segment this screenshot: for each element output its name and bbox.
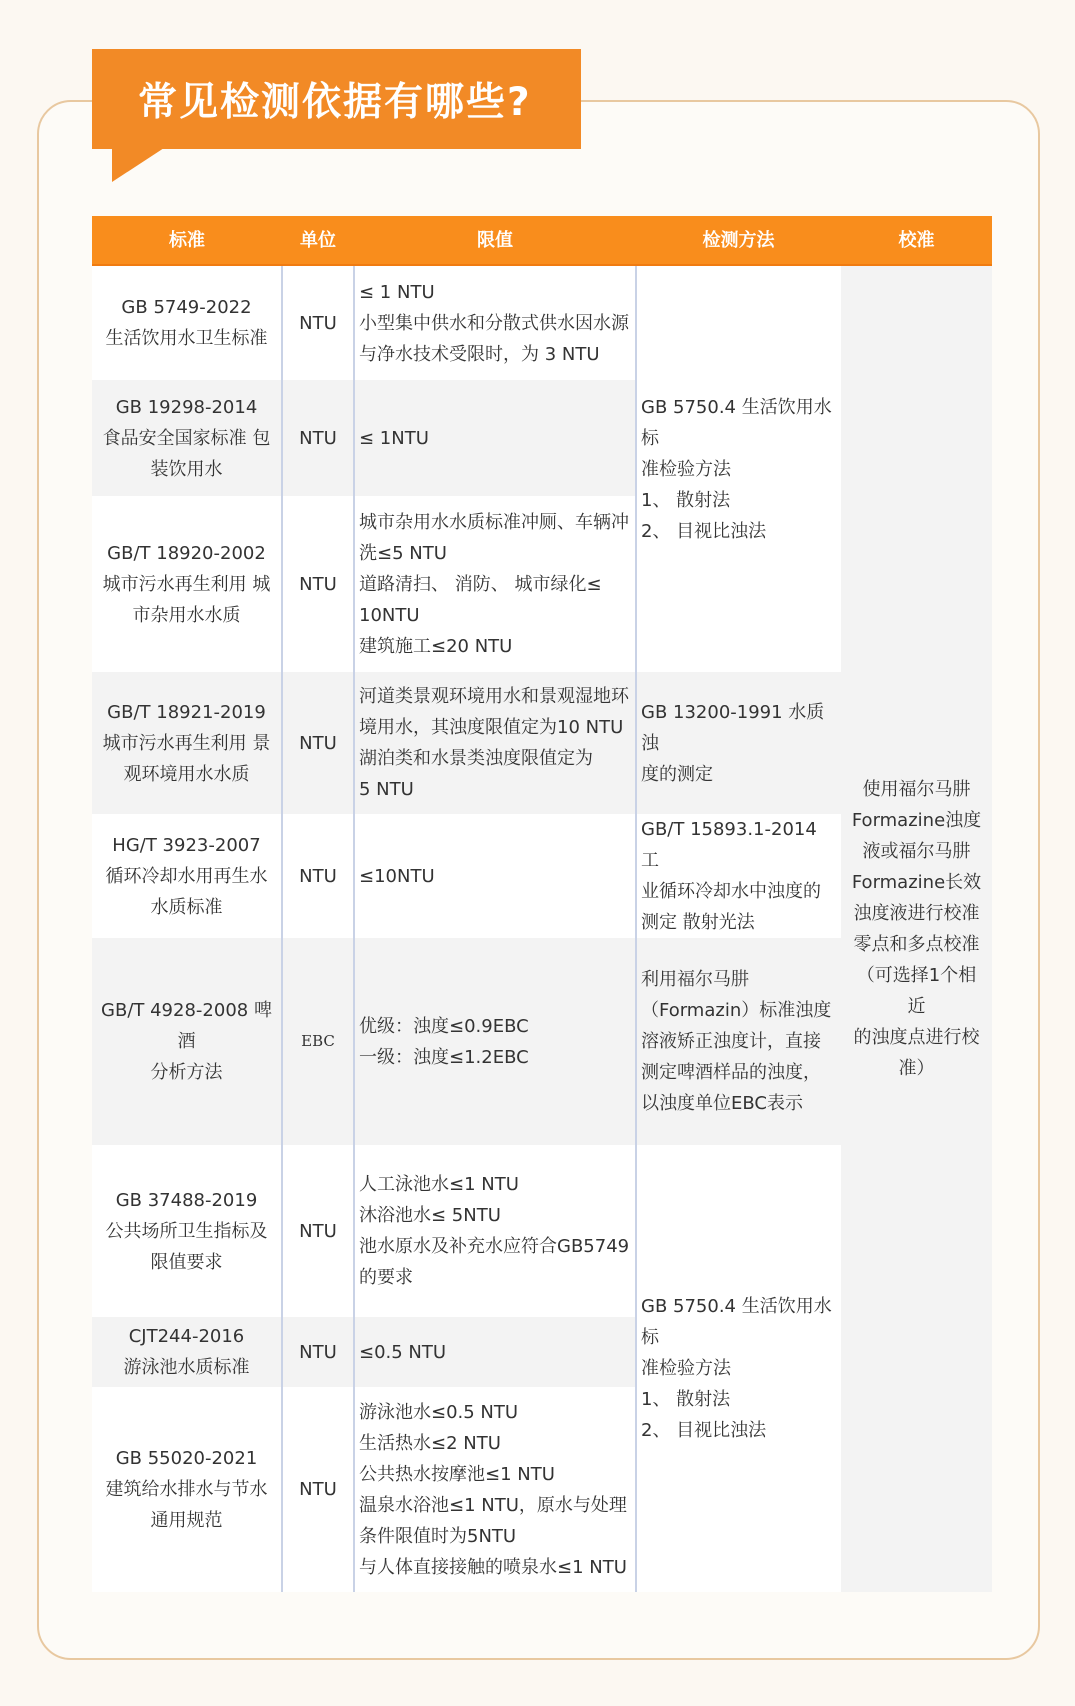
unit-cell: NTU bbox=[282, 1317, 354, 1387]
unit-cell: NTU bbox=[282, 672, 354, 814]
limit-cell: 游泳池水≤0.5 NTU 生活热水≤2 NTU 公共热水按摩池≤1 NTU 温泉水浴池≤1 NTU，原水与处理 条件限值时为5NTU 与人体直接接触的喷泉水≤1 NTU bbox=[354, 1387, 636, 1592]
unit-cell: EBC bbox=[282, 938, 354, 1145]
header-limit: 限值 bbox=[354, 216, 636, 265]
table-row bbox=[92, 265, 992, 380]
page-title: 常见检测依据有哪些? bbox=[92, 49, 581, 149]
header-method: 检测方法 bbox=[636, 216, 841, 265]
method-cell: GB 13200-1991 水质 浊 度的测定 bbox=[636, 672, 841, 814]
header-standard: 标准 bbox=[92, 216, 282, 265]
unit-cell: NTU bbox=[282, 1387, 354, 1592]
method-cell: GB/T 15893.1-2014 工 业循环冷却水中浊度的 测定 散射光法 bbox=[636, 814, 841, 938]
limit-cell: 优级：浊度≤0.9EBC 一级：浊度≤1.2EBC bbox=[354, 938, 636, 1145]
limit-cell: 城市杂用水水质标准冲厕、车辆冲 洗≤5 NTU 道路清扫、 消防、 城市绿化≤ 10NTU 建筑施工≤20 NTU bbox=[354, 496, 636, 672]
standard-cell: CJT244-2016 游泳池水质标准 bbox=[92, 1317, 282, 1387]
standard-cell: GB 37488-2019 公共场所卫生指标及 限值要求 bbox=[92, 1145, 282, 1317]
unit-cell: NTU bbox=[282, 496, 354, 672]
standard-cell: GB 5749-2022 生活饮用水卫生标准 bbox=[92, 265, 282, 380]
standard-cell: GB 19298-2014 食品安全国家标准 包 装饮用水 bbox=[92, 380, 282, 496]
standard-cell: HG/T 3923-2007 循环冷却水用再生水 水质标准 bbox=[92, 814, 282, 938]
header-calibration: 校准 bbox=[841, 216, 992, 265]
limit-cell: 人工泳池水≤1 NTU 沐浴池水≤ 5NTU 池水原水及补充水应符合GB5749 的要求 bbox=[354, 1145, 636, 1317]
standards-table bbox=[92, 216, 992, 1592]
standard-cell: GB/T 18920-2002 城市污水再生利用 城 市杂用水水质 bbox=[92, 496, 282, 672]
title-banner-tail bbox=[112, 148, 164, 182]
standard-cell: GB/T 18921-2019 城市污水再生利用 景 观环境用水水质 bbox=[92, 672, 282, 814]
limit-cell: 河道类景观环境用水和景观湿地环 境用水，其浊度限值定为10 NTU 湖泊类和水景类浊度限值定为 5 NTU bbox=[354, 672, 636, 814]
unit-cell: NTU bbox=[282, 1145, 354, 1317]
standard-cell: GB/T 4928-2008 啤酒 分析方法 bbox=[92, 938, 282, 1145]
unit-cell: NTU bbox=[282, 265, 354, 380]
unit-cell: NTU bbox=[282, 380, 354, 496]
limit-cell: ≤0.5 NTU bbox=[354, 1317, 636, 1387]
limit-cell: ≤10NTU bbox=[354, 814, 636, 938]
method-cell: GB 5750.4 生活饮用水标 准检验方法 1、 散射法 2、 目视比浊法 bbox=[636, 265, 841, 672]
method-cell: 利用福尔马肼 （Formazin）标准浊度 溶液矫正浊度计，直接 测定啤酒样品的浊度， 以浊度单位EBC表示 bbox=[636, 938, 841, 1145]
header-unit: 单位 bbox=[282, 216, 354, 265]
standard-cell: GB 55020-2021 建筑给水排水与节水 通用规范 bbox=[92, 1387, 282, 1592]
unit-cell: NTU bbox=[282, 814, 354, 938]
calibration-cell: 使用福尔马肼 Formazine浊度 液或福尔马肼 Formazine长效 浊度液进行校准 零点和多点校准 （可选择1个相近 的浊度点进行校 准） bbox=[841, 265, 992, 1592]
limit-cell: ≤ 1 NTU 小型集中供水和分散式供水因水源 与净水技术受限时，为 3 NTU bbox=[354, 265, 636, 380]
method-cell: GB 5750.4 生活饮用水标 准检验方法 1、 散射法 2、 目视比浊法 bbox=[636, 1145, 841, 1592]
limit-cell: ≤ 1NTU bbox=[354, 380, 636, 496]
table-header-row bbox=[92, 216, 992, 265]
